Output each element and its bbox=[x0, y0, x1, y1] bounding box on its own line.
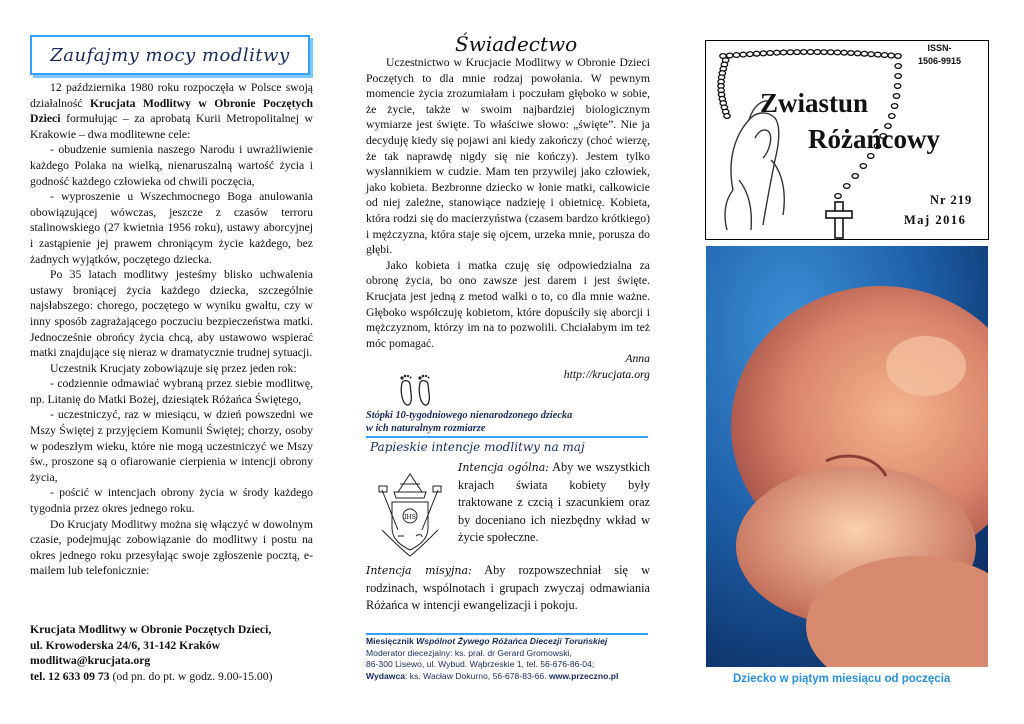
rosary-bead bbox=[841, 50, 847, 55]
krucjata-article bbox=[30, 80, 313, 579]
rosary-bead bbox=[774, 50, 780, 55]
rosary-bead bbox=[821, 50, 827, 55]
feet-caption: Stópki 10-tygodniowego nienarodzonego dziecka w ich naturalnym rozmiarze bbox=[366, 410, 573, 434]
rosary-bead bbox=[888, 53, 894, 58]
contact-block bbox=[30, 622, 320, 684]
contact-email[interactable]: modlitwa@krucjata.org bbox=[30, 654, 151, 668]
publisher-link[interactable]: www.przeczno.pl bbox=[548, 670, 619, 681]
baby-feet-icon bbox=[396, 371, 436, 409]
rosary-bead bbox=[727, 53, 733, 58]
paragraph: 12 października 1980 roku rozpoczęła w Polsce swoją działalność Krucjata Modlitwy w Obronie Poczętych Dzieci formułując – za aprobatą Kurii Metropolitalnej w Krakowie – dwa modlitewne cele: bbox=[30, 81, 313, 141]
rosary-bead bbox=[760, 51, 766, 56]
rosary-bead bbox=[891, 104, 897, 109]
obligation-item: - codziennie odmawiać wybraną przez siebie modlitwę, np. Litanię do Matki Bożej, dziesiątek Różańca Świętego, bbox=[30, 377, 313, 406]
rosary-bead bbox=[827, 50, 833, 55]
paragraph: Do Krucjaty Modlitwy można się włączyć w dowolnym czasie, podejmując zobowiązanie do modlitwy i postu na okres jednego roku przesyłając swoje zgłoszenie pocztą, e-mailem lub telefonicznie: bbox=[30, 517, 313, 578]
rosary-bead bbox=[733, 53, 739, 58]
rosary-bead bbox=[852, 174, 858, 179]
issue-number: Nr 219 bbox=[930, 193, 973, 207]
divider bbox=[366, 436, 648, 438]
rosary-bead bbox=[895, 54, 901, 59]
mission-intention: Intencja misyjna: Aby rozpowszechniał się w rodzinach, wspólnotach i grupach zwyczaj odmawiania Różańca w intencji ewangelizacji i pokoju. bbox=[366, 563, 650, 612]
rosary-bead bbox=[801, 50, 807, 55]
paragraph: Jako kobieta i matka czuję się odpowiedzialna za obronę życia, bo ono zawsze jest darem i jest święte. Krucjata jest jedną z metod walki o to, co dla mnie ważne. Głęboko współczuję kobietom, które dopuściły się aborcji i mężczyznom, którzy im na to pozwolili. Chciałabym im też móc pomagać. bbox=[366, 258, 650, 350]
testimony-title: Świadectwo bbox=[455, 32, 578, 56]
goal-item: - wyproszenie u Wszechmocnego Boga anulowania obowiązującej wówczas, jeszcze z czasów terroru stalinowskiego (27 kwietnia 1956 roku), ustawy aborcyjnej i zastąpienie jej prawem chroniącym życie każdego, bez żadnych wyjątków, poczętego dziecka. bbox=[30, 190, 313, 266]
rosary-bead bbox=[844, 184, 850, 189]
rosary-bead bbox=[889, 114, 895, 119]
issue-date: Maj 2016 bbox=[904, 213, 967, 227]
rosary-bead bbox=[807, 50, 813, 55]
rosary-bead bbox=[895, 64, 901, 69]
rosary-bead bbox=[893, 94, 899, 99]
signature: Anna bbox=[625, 352, 650, 366]
fetus-photo bbox=[706, 246, 988, 667]
rosary-bead bbox=[753, 51, 759, 56]
papal-coat-of-arms-icon bbox=[368, 470, 452, 562]
rosary-bead bbox=[861, 51, 867, 56]
rosary-bead bbox=[814, 50, 820, 55]
photo-caption: Dziecko w piątym miesiącu od poczęcia bbox=[733, 673, 951, 685]
rosary-bead bbox=[794, 50, 800, 55]
source-link[interactable]: http://krucjata.org bbox=[563, 367, 650, 381]
rosary-bead bbox=[875, 52, 881, 57]
obligation-item: - uczestniczyć, raz w miesiącu, w dzień powszedni we Mszy Świętej z przyjęciem Komunii Świętej; chorzy, osoby w podeszłym wieku, które nie mogą uczestniczyć we Mszy św., proszone są o ofiarowanie cierpienia w intencji obrony życia, bbox=[30, 408, 313, 484]
magazine-title-line1: Zwiastun bbox=[760, 88, 869, 118]
paragraph: Uczestnictwo w Krucjacie Modlitwy w Obronie Dzieci Poczętych to dla mnie rodzaj powołania. W pewnym momencie życia zrozumiałam i poczułam głęboko w sobie, że życie, także w swoim najbardziej biologicznym wymiarze jest święte. To właściwe słowo: „święte”. Nie ja decyduję kiedy się pojawi ani kiedy zakończy (choć wierzę, że tak naprawdę nigdy się nie kończy). Jestem tylko wysłannikiem w cudzie. Mam ten przywilej jako człowiek, jako kobieta. Bezbronne dziecko w łonie matki, całkowicie od niej zależne, stanowiące nadzieję i obietnicę. Kobieta, która rodzi się do macierzyństwa (czasem bardzo krótkiego) i mężczyzna, która staje się ojcem, urzeka mnie, porusza do głębi. bbox=[366, 56, 650, 257]
contact-name: Krucjata Modlitwy w Obronie Poczętych Dzieci, bbox=[30, 623, 272, 636]
rosary-bead bbox=[740, 52, 746, 57]
magazine-title-line2: Różańcowy bbox=[808, 124, 940, 154]
rosary-bead bbox=[724, 114, 730, 119]
goal-item: - obudzenie sumienia naszego Narodu i uwrażliwienie każdego Polaka na wielką, nienaruszalną wartość życia i godność każdego człowieka od chwili poczęcia, bbox=[30, 143, 313, 188]
general-intention: Intencja ogólna: Aby we wszystkich krajach świata kobiety były traktowane z czcią i szacunkiem oraz by doceniano ich niezbędny wkład w życie społeczne. bbox=[458, 460, 650, 544]
section-title: Zaufajmy mocy modlitwy bbox=[50, 44, 290, 66]
rosary-bead bbox=[835, 194, 841, 199]
contact-address: ul. Krowoderska 24/6, 31-142 Kraków bbox=[30, 638, 221, 652]
divider bbox=[366, 633, 648, 635]
rosary-bead bbox=[854, 51, 860, 56]
rosary-bead bbox=[860, 164, 866, 169]
rosary-bead bbox=[780, 50, 786, 55]
obligation-item: - pościć w intencjach obrony życia w środy każdego tygodnia przez okres jednego roku. bbox=[30, 486, 313, 516]
rosary-bead bbox=[894, 84, 900, 89]
rosary-bead bbox=[868, 52, 874, 57]
paragraph: Uczestnik Krucjaty zobowiązuje się przez jeden rok: bbox=[50, 361, 297, 375]
issn-label: ISSN- 1506-9915 bbox=[918, 43, 962, 66]
paragraph: Po 35 latach modlitwy jesteśmy blisko uchwalenia ustawy broniącej życia każdego dziecka, szczególnie najsłabszego: chorego, poczętego w wyniku gwałtu, czy w inny sposób zagrażającego poczuciu bezpieczeństwa matki. Jednocześnie obrońcy życia chcą, aby ustawowo wspierać matki znajdujące się nieraz w dramatycznie trudnej sytuacji. bbox=[30, 268, 313, 360]
contact-hours: (od pn. do pt. w godz. 9.00-15.00) bbox=[109, 669, 273, 683]
rosary-bead bbox=[747, 52, 753, 57]
contact-phone[interactable]: tel. 12 633 09 73 bbox=[30, 669, 110, 683]
papal-intentions-title: Papieskie intencje modlitwy na maj bbox=[370, 440, 585, 454]
imprint-block: Miesięcznik Wspólnot Żywego Różańca Diecezji Toruńskiej Moderator diecezjalny: ks. prał. dr Gerard Gromowski, 86-300 Lisewo, ul. Wybud. Wąbrzeskie 1, tel. 56-676-86-04; Wydawca: ks. Wacław Dokurno, 56-678-83-66. www.przeczno.pl bbox=[366, 636, 619, 681]
section-title-box bbox=[30, 35, 310, 75]
rosary-bead bbox=[895, 74, 901, 79]
rosary-bead bbox=[848, 51, 854, 56]
svg-text:IHS: IHS bbox=[404, 514, 416, 521]
rosary-bead bbox=[834, 50, 840, 55]
testimony-article bbox=[366, 55, 650, 382]
rosary-bead bbox=[787, 50, 793, 55]
rosary-bead bbox=[881, 53, 887, 58]
rosary-bead bbox=[767, 51, 773, 56]
